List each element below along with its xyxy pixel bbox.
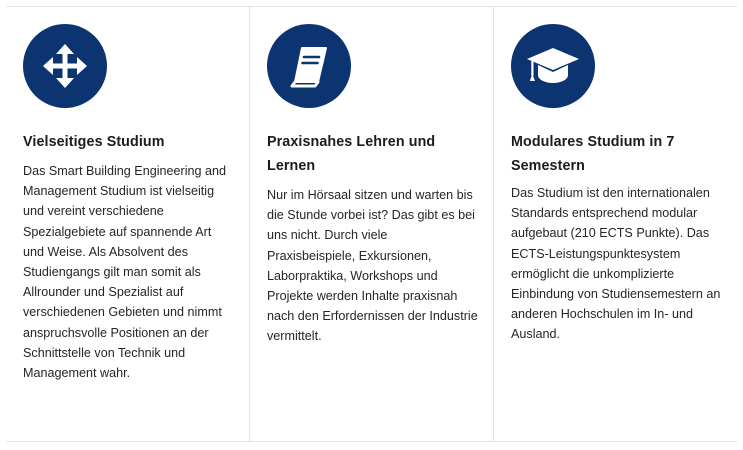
feature-column-vielseitig <box>6 7 249 441</box>
feature-icon-badge <box>23 24 107 108</box>
move-arrows-icon <box>41 42 89 90</box>
graduation-cap-icon <box>525 42 581 90</box>
feature-icon-badge <box>267 24 351 108</box>
feature-title: Vielseitiges Studium <box>23 134 165 150</box>
feature-description: Das Smart Building Engineering and Management Studium ist vielseitig und vereint verschiedene Spezialgebiete auf spannende Art und Weise. Als Absolvent des Studiengangs gilt man somit als Allrounder und Spezialist auf verschiedenen Gebieten und nimmt anspruchsvolle Positionen an der Schnittstelle von Technik und Management wahr. <box>23 164 227 381</box>
feature-description: Nur im Hörsaal sitzen und warten bis die Stunde vorbei ist? Das gibt es bei uns nicht. Durch viele Praxisbeispiele, Exkursionen, Laborpraktika, Workshops und Projekte werden Inhalte praxisnah nach den Erfordernissen der Industrie vermittelt. <box>267 188 478 344</box>
feature-column-praxisnah <box>249 7 493 441</box>
book-icon <box>285 42 333 90</box>
feature-title: Modulares Studium in 7 Semestern <box>511 134 675 174</box>
feature-column-modular <box>493 7 737 441</box>
feature-description: Das Studium ist den internationalen Standards entsprechend modular aufgebaut (210 ECTS Punkte). Das ECTS-Leistungspunktesystem ermöglicht die unkomplizierte Einbindung von Studiensemestern an anderen Hochschulen im In- und Ausland. <box>511 186 721 342</box>
feature-title: Praxisnahes Lehren und Lernen <box>267 134 436 174</box>
feature-section <box>6 6 737 442</box>
feature-icon-badge <box>511 24 595 108</box>
